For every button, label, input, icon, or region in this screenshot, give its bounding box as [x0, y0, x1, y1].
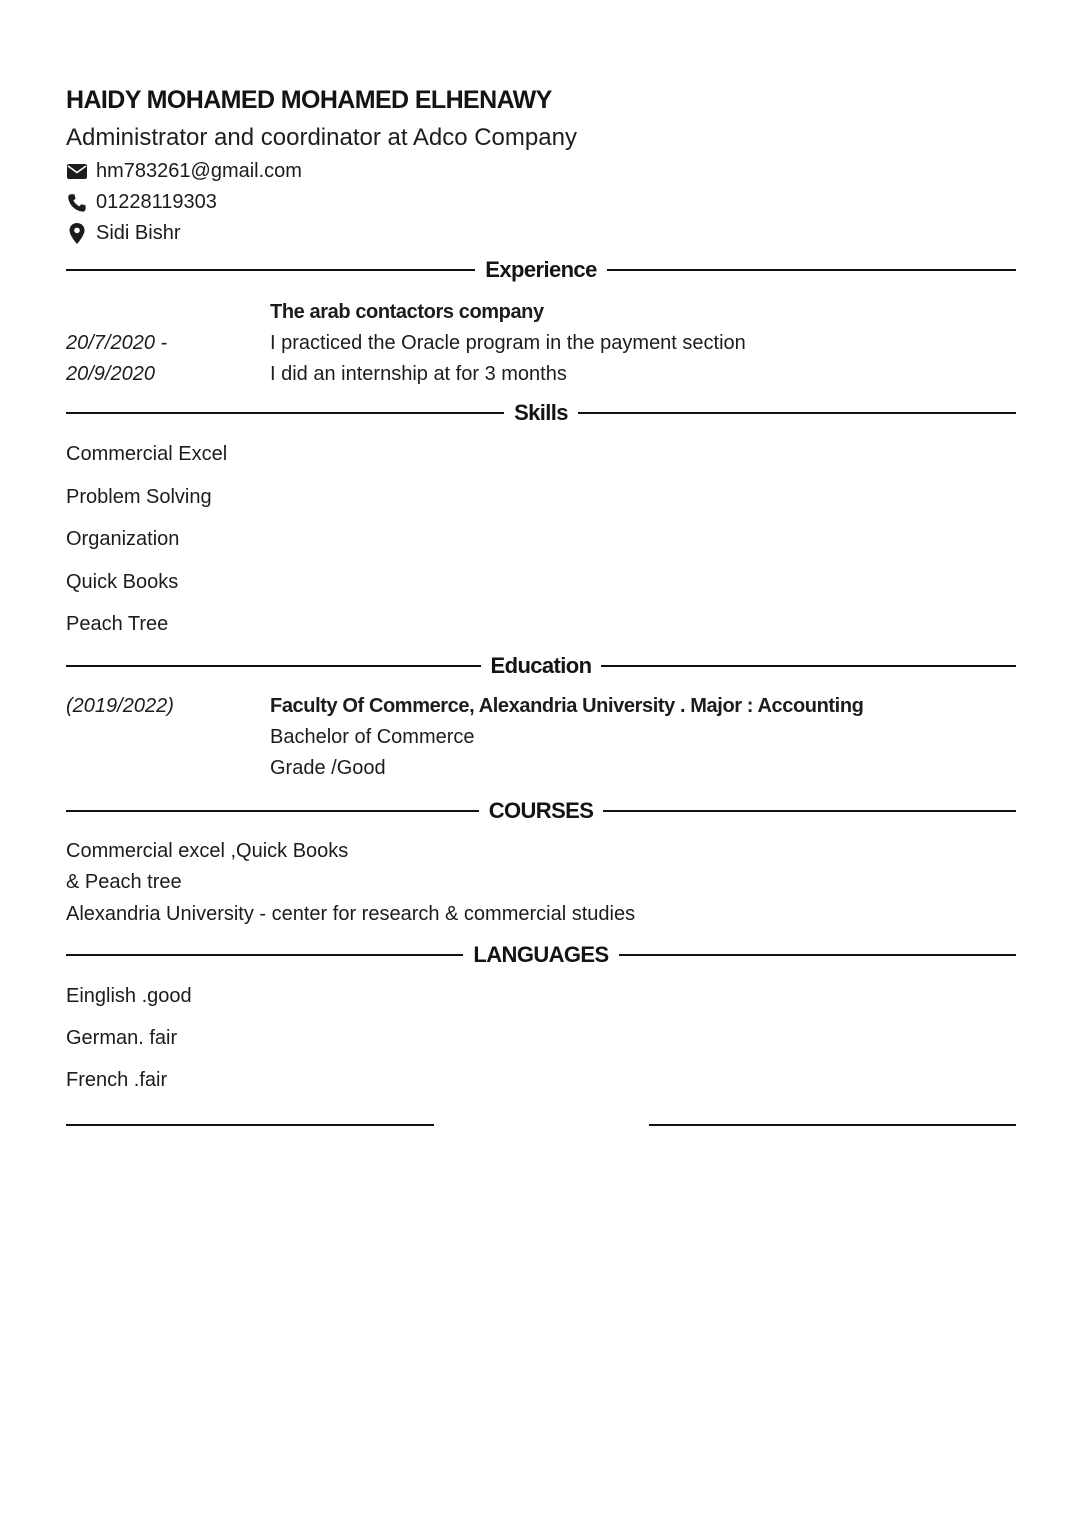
language-item: French .fair — [66, 1069, 168, 1091]
experience-heading — [66, 255, 1016, 285]
education-school: Faculty Of Commerce, Alexandria University . Major : Accounting — [270, 694, 864, 717]
education-body — [270, 691, 1016, 784]
section-label: Experience — [485, 257, 597, 282]
course-line: & Peach tree — [66, 871, 182, 893]
courses-heading — [66, 796, 1016, 826]
signature-line-left — [66, 1124, 434, 1126]
divider-left — [66, 954, 463, 956]
skill-item: Problem Solving — [66, 485, 212, 508]
section-label: Education — [490, 652, 592, 678]
divider-right — [619, 954, 1016, 956]
section-label: LANGUAGES — [473, 942, 609, 967]
phone-icon — [66, 192, 88, 214]
signature-line-right — [649, 1124, 1016, 1126]
divider-left — [66, 810, 479, 812]
contact-phone[interactable] — [66, 187, 1016, 218]
divider-right — [603, 810, 1016, 812]
map-pin-icon — [66, 223, 88, 245]
skill-item: Quick Books — [66, 570, 179, 593]
experience-date-end: 20/9/2020 — [66, 363, 155, 385]
contact-email[interactable] — [66, 156, 1016, 187]
education-years: (2019/2022) — [66, 694, 174, 717]
experience-body — [270, 297, 1016, 390]
divider-right — [607, 269, 1016, 271]
skills-list — [66, 438, 1016, 651]
course-line: Commercial excel ,Quick Books — [66, 839, 349, 862]
education-entry — [66, 691, 1016, 784]
skill-item: Commercial Excel — [66, 443, 228, 465]
skill-item: Organization — [66, 528, 180, 550]
languages-list — [66, 980, 1016, 1106]
languages-heading — [66, 940, 1016, 970]
education-line: Bachelor of Commerce — [270, 725, 475, 748]
contact-location-text: Sidi Bishr — [96, 222, 181, 244]
course-line: Alexandria University - center for research & commercial studies — [66, 902, 636, 925]
skills-heading — [66, 398, 1016, 428]
experience-entry — [66, 297, 1016, 390]
envelope-icon — [66, 161, 88, 183]
divider-left — [66, 269, 475, 271]
divider-right — [601, 665, 1016, 667]
experience-dates — [66, 297, 270, 390]
skill-item: Peach Tree — [66, 613, 169, 635]
divider-left — [66, 665, 481, 667]
contact-email-text: hm783261@gmail.com — [96, 160, 302, 182]
language-item: Einglish .good — [66, 985, 192, 1007]
experience-date-start: 20/7/2020 - — [66, 332, 168, 354]
candidate-headline: Administrator and coordinator at Adco Company — [66, 124, 577, 151]
education-line: Grade /Good — [270, 756, 386, 779]
experience-line: I did an internship at for 3 months — [270, 363, 567, 385]
section-label: COURSES — [488, 797, 594, 823]
section-label: Skills — [514, 400, 568, 425]
divider-right — [578, 412, 1016, 414]
courses-list — [66, 836, 1016, 931]
resume-page — [66, 84, 1016, 1106]
contact-location — [66, 218, 1016, 249]
education-heading — [66, 651, 1016, 681]
candidate-name: HAIDY MOHAMED MOHAMED ELHENAWY — [66, 86, 552, 114]
experience-line: I practiced the Oracle program in the payment section — [270, 332, 746, 354]
contact-info — [66, 156, 1016, 249]
language-item: German. fair — [66, 1027, 178, 1049]
divider-left — [66, 412, 504, 414]
experience-company: The arab contactors company — [270, 301, 544, 323]
contact-phone-text: 01228119303 — [96, 191, 217, 213]
